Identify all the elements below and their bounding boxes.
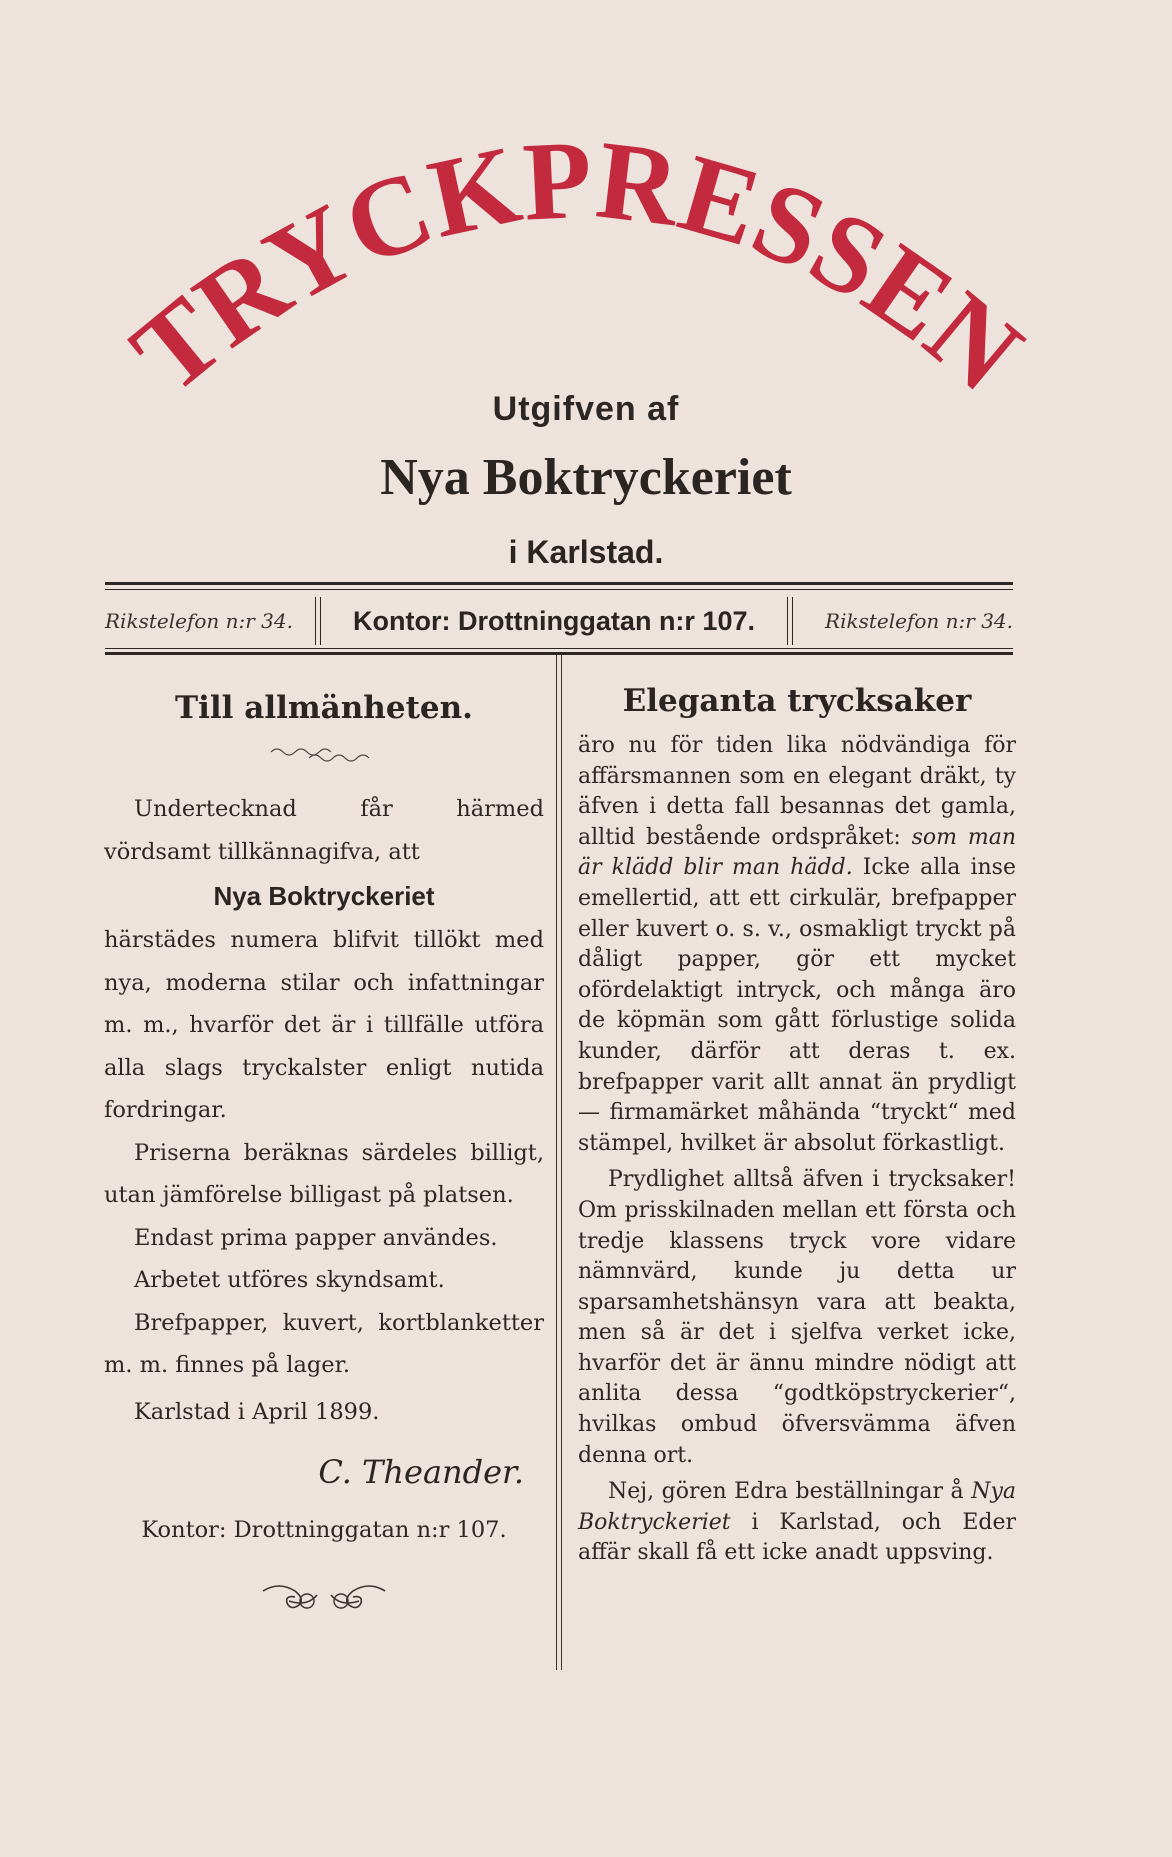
contact-band — [105, 594, 1013, 648]
left-paragraph-1: Undertecknad får härmed vördsamt tillkännagifva, att — [104, 796, 544, 865]
right-p3-b: i Karlstad, och Eder affär skall få ett icke anadt uppsving. — [578, 1509, 1016, 1566]
left-paragraph-3: Priserna beräknas särdeles billigt, utan jämförelse billigast på platsen. — [104, 1139, 544, 1208]
right-p3-a: Nej, gören Edra beställningar å — [608, 1479, 972, 1505]
squiggle-ornament — [269, 744, 379, 762]
left-paragraph-2: härstädes numera blifvit tillökt med nya, moderna stilar och infattningar m. m., hvarför det är i tillfälle utföra alla slags tryckalster enligt nutida fordringar. — [104, 927, 544, 1123]
office-address: Kontor: Drottninggatan n:r 107. — [353, 605, 755, 636]
publisher-location: i Karlstad. — [508, 534, 664, 570]
left-firm-name: Nya Boktryckeriet — [213, 881, 435, 911]
masthead-title-text: TRYCKPRESSEN — [109, 117, 1045, 417]
left-heading: Till allmänheten. — [175, 690, 473, 726]
signature: C. Theander. — [318, 1453, 524, 1491]
right-p3-firm: Nya Boktryckeriet — [578, 1479, 1016, 1535]
flourish-ornament — [259, 1577, 389, 1617]
left-office: Kontor: Drottninggatan n:r 107. — [141, 1517, 507, 1543]
right-p1-a: äro nu för tiden lika nödvändiga för affärsmannen som en elegant dräkt, ty äfven i detta fall besannas det gamla, alltid bestående ordspråket: — [578, 733, 1016, 850]
left-column — [104, 690, 544, 1617]
top-rule-thin — [105, 589, 1013, 590]
right-p1-b: Icke alla inse emellertid, att ett cirkulär, brefpapper eller kuvert o. s. v., osmakligt tryckt på dåligt papper, gör ett mycket ofördelaktigt intryck, och många äro de köpmän som gått förlustige solida kunder, därför att deras t. ex. brefpapper varit allt annat än prydligt — firmamärket måhända “tryckt“ med stämpel, hvilket är absolut förkastligt. — [578, 855, 1016, 1156]
phone-left: Rikstelefon n:r 34. — [105, 609, 293, 633]
right-heading: Eleganta trycksaker — [622, 683, 972, 719]
right-paragraph-3 — [578, 1477, 1016, 1569]
phone-right: Rikstelefon n:r 34. — [825, 609, 1013, 633]
left-paragraph-4: Endast prima papper användes. — [134, 1224, 498, 1251]
right-paragraph-2: Prydlighet alltså äfven i trycksaker! Om prisskilnaden mellan ett första och tredje klassens tryck vore vidare nämnvärd, kunde ju detta ur sparsamhetshänsyn vara att beakta, men så är det i sjelfva verket icke, hvarför det är ännu mindre nödigt att anlita dessa “godtköpstryckerier“, hvilkas ombud öfversvämma äfven denna ort. — [578, 1167, 1016, 1468]
left-paragraph-6: Brefpapper, kuvert, kortblanketter m. m. finnes på lager. — [104, 1309, 544, 1378]
publisher-name: Nya Boktryckeriet — [380, 449, 792, 506]
top-rule — [105, 582, 1013, 585]
left-date: Karlstad i April 1899. — [134, 1398, 380, 1425]
left-paragraph-5: Arbetet utföres skyndsamt. — [134, 1267, 445, 1293]
publisher-line: Utgifven af — [492, 390, 680, 428]
right-paragraph-1 — [578, 731, 1016, 1159]
masthead-title — [0, 0, 1172, 520]
right-p1-quote: som man är klädd blir man hädd. — [578, 824, 1016, 881]
bottom-rule-thin — [105, 648, 1013, 649]
right-column — [578, 683, 1016, 1569]
column-divider — [556, 655, 562, 1670]
